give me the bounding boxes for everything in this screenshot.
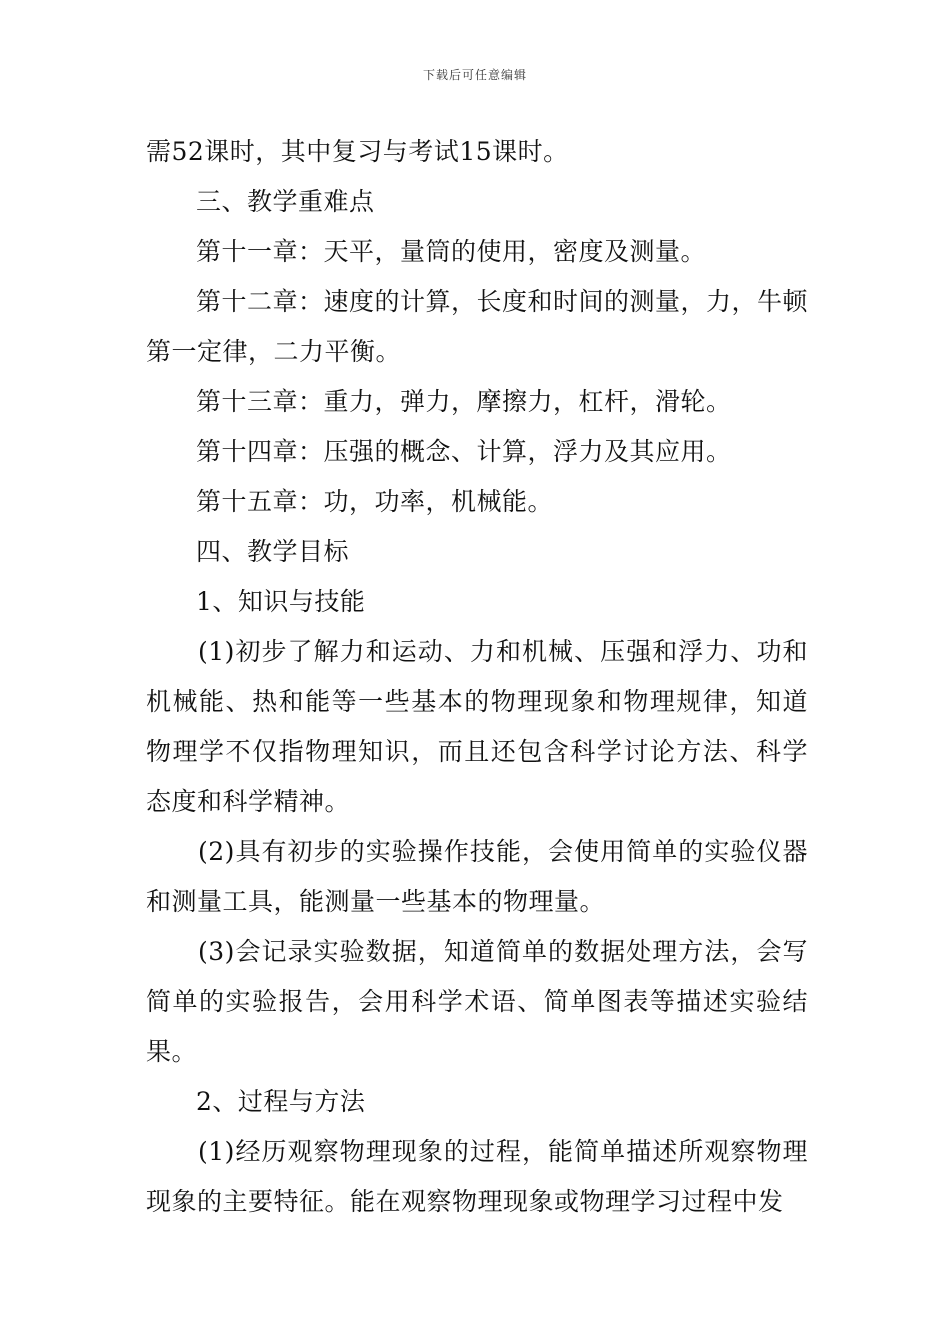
paragraph-goal-1-1: (1)初步了解力和运动、力和机械、压强和浮力、功和机械能、热和能等一些基本的物理现象和物理规律，知道物理学不仅指物理知识，而且还包含科学讨论方法、科学态度和科学精神。 — [146, 637, 808, 816]
document-body — [146, 127, 808, 1227]
heading-teaching-goals: 四、教学目标 — [196, 537, 350, 566]
heading-teaching-key-points: 三、教学重难点 — [196, 187, 375, 216]
heading-process-methods: 2、过程与方法 — [196, 1087, 366, 1116]
heading-knowledge-skills: 1、知识与技能 — [196, 587, 366, 616]
page-header-note: 下载后可任意编辑 — [422, 68, 527, 82]
paragraph-chapter-13: 第十三章：重力，弹力，摩擦力，杠杆，滑轮。 — [196, 387, 732, 416]
paragraph-goal-2-1: (1)经历观察物理现象的过程，能简单描述所观察物理现象的主要特征。能在观察物理现象或物理学习过程中发 — [146, 1137, 808, 1216]
paragraph-goal-1-2: (2)具有初步的实验操作技能，会使用简单的实验仪器和测量工具，能测量一些基本的物理量。 — [146, 837, 808, 916]
paragraph-chapter-14: 第十四章：压强的概念、计算，浮力及其应用。 — [196, 437, 732, 466]
paragraph-goal-1-3: (3)会记录实验数据，知道简单的数据处理方法，会写简单的实验报告，会用科学术语、简单图表等描述实验结果。 — [146, 937, 808, 1066]
paragraph-chapter-12: 第十二章：速度的计算，长度和时间的测量，力，牛顿第一定律，二力平衡。 — [146, 287, 809, 366]
paragraph-chapter-15: 第十五章：功，功率，机械能。 — [196, 487, 554, 516]
paragraph-chapter-11: 第十一章：天平，量筒的使用，密度及测量。 — [196, 237, 707, 266]
paragraph-class-hours: 需52课时，其中复习与考试15课时。 — [146, 137, 569, 166]
